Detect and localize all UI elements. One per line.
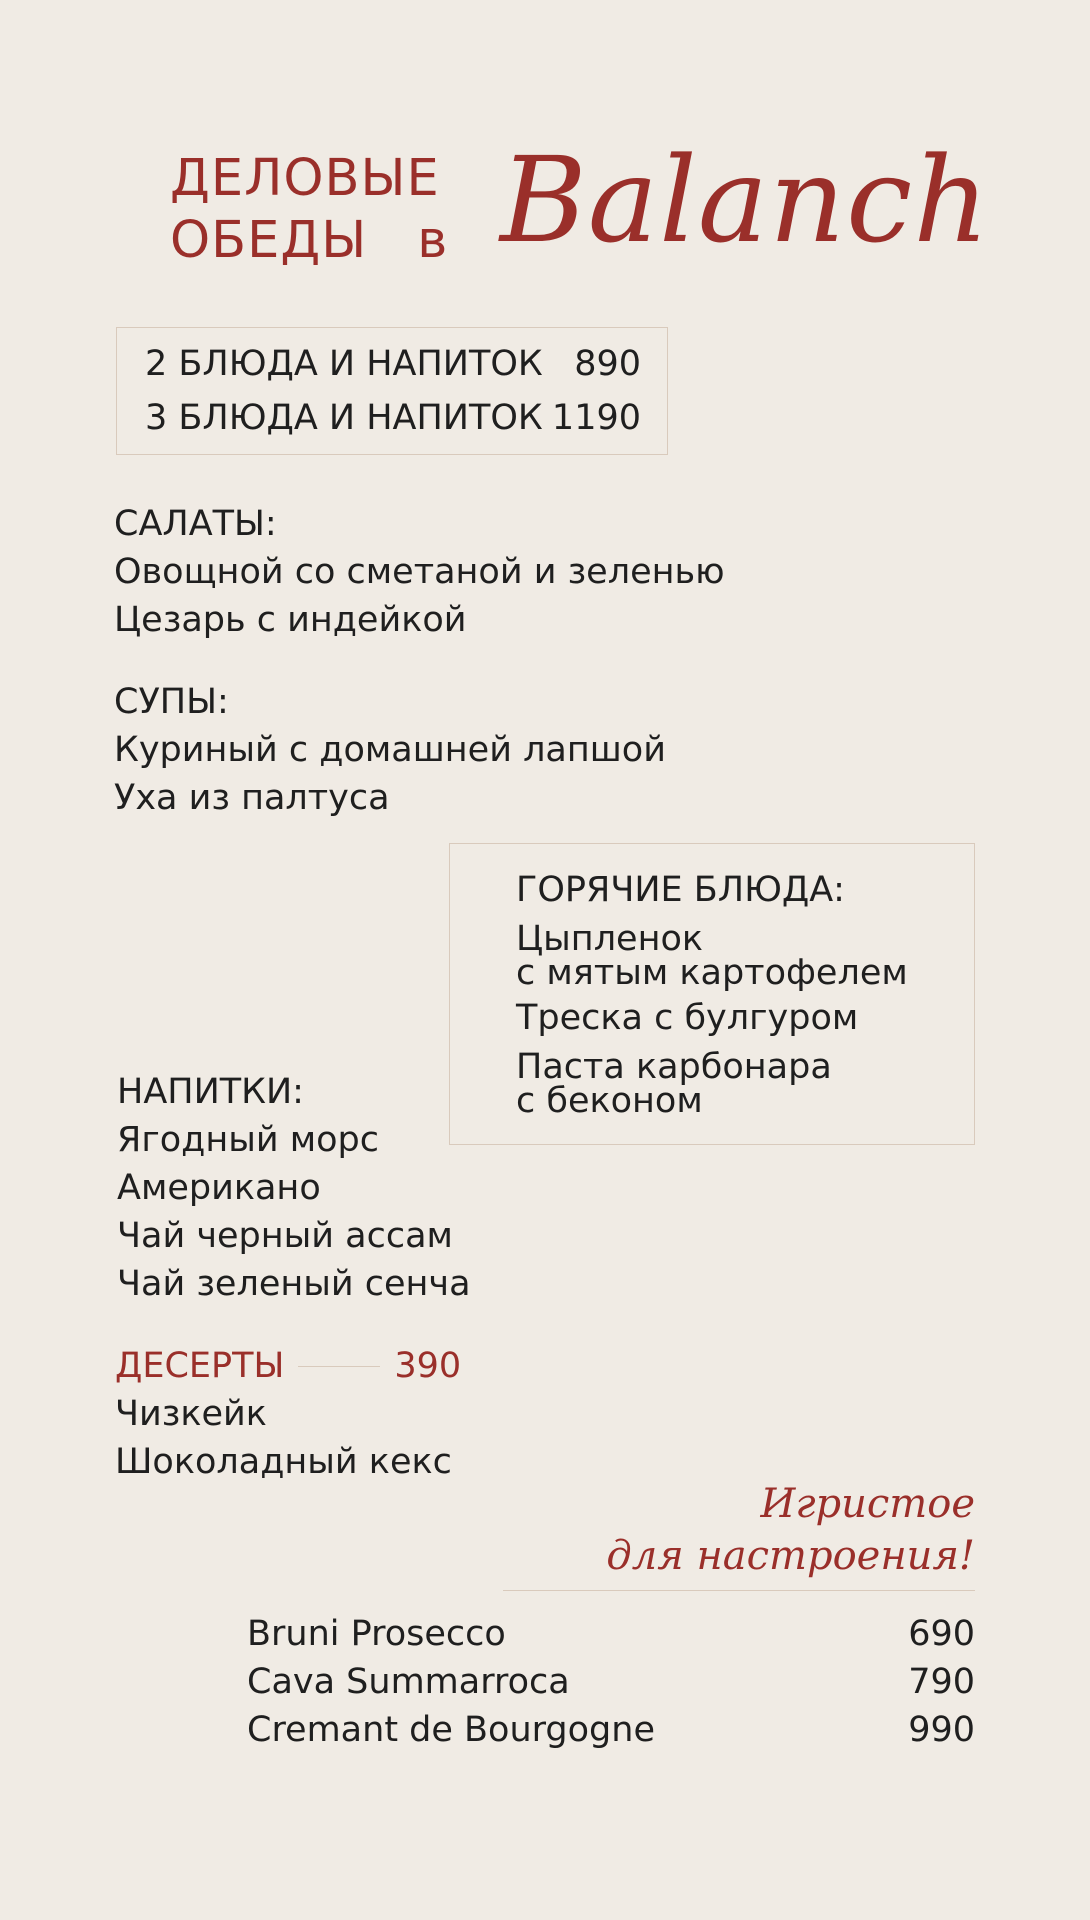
- wine-price: 990: [908, 1710, 975, 1750]
- drinks-heading: НАПИТКИ:: [117, 1072, 304, 1112]
- hot-item: [516, 1047, 832, 1121]
- price-row: [145, 396, 641, 440]
- hot-heading: ГОРЯЧИЕ БЛЮДА:: [516, 870, 845, 910]
- price-label: 3 БЛЮДА И НАПИТОК: [145, 398, 543, 438]
- drink-item: Американо: [117, 1168, 321, 1208]
- menu-title: [170, 148, 448, 272]
- desserts-heading: [115, 1344, 461, 1388]
- divider: [503, 1590, 975, 1591]
- hot-item: [516, 919, 908, 993]
- wine-name: Cremant de Bourgogne: [247, 1710, 655, 1750]
- price-label: 2 БЛЮДА И НАПИТОК: [145, 344, 543, 384]
- dessert-item: Шоколадный кекс: [115, 1442, 452, 1482]
- price-row: [145, 342, 641, 386]
- soup-item: Уха из палтуса: [114, 778, 390, 818]
- hot-item-line: с беконом: [516, 1081, 703, 1121]
- salad-item: Овощной со сметаной и зеленью: [114, 552, 725, 592]
- hot-dishes-box: [449, 843, 975, 1145]
- wine-row: [247, 1612, 975, 1656]
- soups-heading: СУПЫ:: [114, 682, 229, 722]
- wine-row: [247, 1708, 975, 1752]
- soup-item: Куриный с домашней лапшой: [114, 730, 666, 770]
- drink-item: Чай черный ассам: [117, 1216, 453, 1256]
- desserts-title: ДЕСЕРТЫ: [115, 1346, 285, 1386]
- sparkling-heading: [606, 1478, 975, 1582]
- hot-item-line: с мятым картофелем: [516, 953, 908, 993]
- title-line-1: ДЕЛОВЫЕ: [170, 149, 440, 208]
- wine-name: Cava Summarroca: [247, 1662, 570, 1702]
- divider: [298, 1366, 380, 1367]
- title-line-2: [170, 210, 448, 272]
- brand-logo: Balanch: [500, 131, 991, 269]
- price-box: [116, 327, 668, 455]
- drink-item: Ягодный морс: [117, 1120, 379, 1160]
- title-word-lunches: ОБЕДЫ: [170, 211, 368, 270]
- salads-heading: САЛАТЫ:: [114, 504, 277, 544]
- price-value: 1190: [551, 398, 641, 438]
- hot-item-line: Цыпленок: [516, 919, 704, 959]
- drink-item: Чай зеленый сенча: [117, 1264, 471, 1304]
- salad-item: Цезарь с индейкой: [114, 600, 467, 640]
- hot-item: Треска с булгуром: [516, 998, 859, 1038]
- price-value: 890: [574, 344, 641, 384]
- wine-row: [247, 1660, 975, 1704]
- dessert-item: Чизкейк: [115, 1394, 267, 1434]
- hot-item-line: Паста карбонара: [516, 1047, 832, 1087]
- title-word-in: в: [417, 211, 449, 270]
- wine-name: Bruni Prosecco: [247, 1614, 506, 1654]
- desserts-price: 390: [394, 1346, 462, 1386]
- wine-price: 790: [908, 1662, 975, 1702]
- sparkling-heading-line: для настроения!: [606, 1533, 975, 1579]
- wine-price: 690: [908, 1614, 975, 1654]
- sparkling-heading-line: Игристое: [760, 1481, 975, 1527]
